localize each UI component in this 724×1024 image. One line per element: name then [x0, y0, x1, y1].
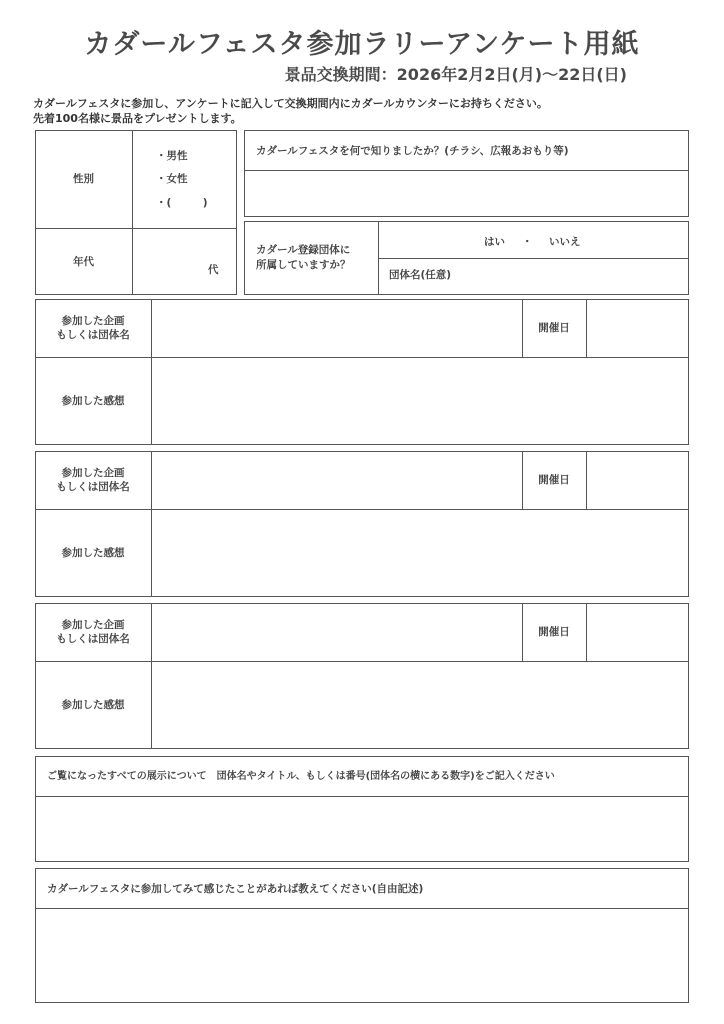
- entry-3-impression-input[interactable]: [155, 665, 685, 745]
- entry-1-date-input[interactable]: [590, 303, 685, 353]
- entry-3-event-input[interactable]: [155, 607, 518, 657]
- entry-2-date-input[interactable]: [590, 455, 685, 505]
- gender-option-other[interactable]: ・( ): [156, 197, 208, 209]
- intro-line-1: カダールフェスタに参加し、アンケートに記入して交換期間内にカダールカウンターにお持ちください。: [33, 97, 548, 110]
- group-name-input[interactable]: [470, 262, 685, 292]
- entry-3-date-input[interactable]: [590, 607, 685, 657]
- entry-2-event-label-line1: 参加した企画: [61, 467, 125, 479]
- intro-line-2: 先着100名様に景品をプレゼントします。: [33, 112, 242, 125]
- gender-option-female[interactable]: ・女性: [156, 173, 188, 185]
- entry-3-impression-label: 参加した感想: [61, 699, 125, 711]
- membership-divider-h: [378, 258, 689, 259]
- entry-1-event-label-line2: もしくは団体名: [56, 329, 130, 341]
- entry-3-date-label: 開催日: [538, 626, 570, 638]
- age-input[interactable]: [140, 236, 204, 288]
- gender-option-male[interactable]: ・男性: [156, 150, 188, 162]
- entry-1-event-label-line1: 参加した企画: [61, 315, 125, 327]
- entry-2-event-label-line2: もしくは団体名: [56, 481, 130, 493]
- entry-2-impression-input[interactable]: [155, 513, 685, 593]
- entry-2-event-input[interactable]: [155, 455, 518, 505]
- entry-2-impression-label: 参加した感想: [61, 547, 125, 559]
- group-name-label: 団体名(任意): [389, 269, 452, 281]
- exhibits-question: ご覧になったすべての展示について 団体名やタイトル、もしくは番号(団体名の横にある数字)をご記入ください: [47, 771, 555, 782]
- gender-label: 性別: [73, 173, 94, 185]
- entry-1-event-input[interactable]: [155, 303, 518, 353]
- entry-1-divider-v: [151, 299, 152, 445]
- exhibits-divider: [35, 796, 689, 797]
- source-divider: [244, 170, 689, 171]
- entry-1-impression-input[interactable]: [155, 361, 685, 441]
- entry-2-date-label: 開催日: [538, 474, 570, 486]
- entry-3-divider-h: [35, 661, 689, 662]
- membership-question-line1: カダール登録団体に: [256, 244, 351, 256]
- source-answer-input[interactable]: [248, 174, 685, 214]
- entry-3-event-label-line2: もしくは団体名: [56, 633, 130, 645]
- membership-separator: ・: [522, 236, 533, 248]
- membership-yes[interactable]: はい: [484, 236, 505, 248]
- entry-2-divider-h: [35, 509, 689, 510]
- entry-2-divider-v: [151, 451, 152, 597]
- page-title: カダールフェスタ参加ラリーアンケート用紙: [84, 29, 640, 60]
- profile-divider-h: [35, 228, 237, 229]
- entry-1-impression-label: 参加した感想: [61, 395, 125, 407]
- entry-3-event-label-line1: 参加した企画: [61, 619, 125, 631]
- freeform-answer-input[interactable]: [39, 912, 685, 999]
- entry-3-date-divider-right: [586, 603, 587, 661]
- entry-2-date-divider-right: [586, 451, 587, 509]
- profile-box: [35, 130, 237, 295]
- freeform-question: カダールフェスタに参加してみて感じたことがあれば教えてください(自由記述): [47, 883, 424, 895]
- membership-question-line2: 所属していますか？: [256, 259, 351, 271]
- membership-no[interactable]: いいえ: [549, 236, 581, 248]
- entry-1-date-divider-right: [586, 299, 587, 357]
- entry-3-divider-v: [151, 603, 152, 749]
- profile-divider-v: [132, 130, 133, 295]
- age-suffix: 代: [208, 264, 219, 276]
- freeform-divider: [35, 908, 689, 909]
- source-question: カダールフェスタを何で知りましたか？(チラシ、広報あおもり等): [256, 145, 569, 157]
- entry-1-divider-h: [35, 357, 689, 358]
- entry-1-date-label: 開催日: [538, 322, 570, 334]
- exchange-period: 景品交換期間：2026年2月2日(月)〜22日(日): [284, 65, 627, 84]
- age-label: 年代: [73, 256, 94, 268]
- exhibits-answer-input[interactable]: [39, 800, 685, 858]
